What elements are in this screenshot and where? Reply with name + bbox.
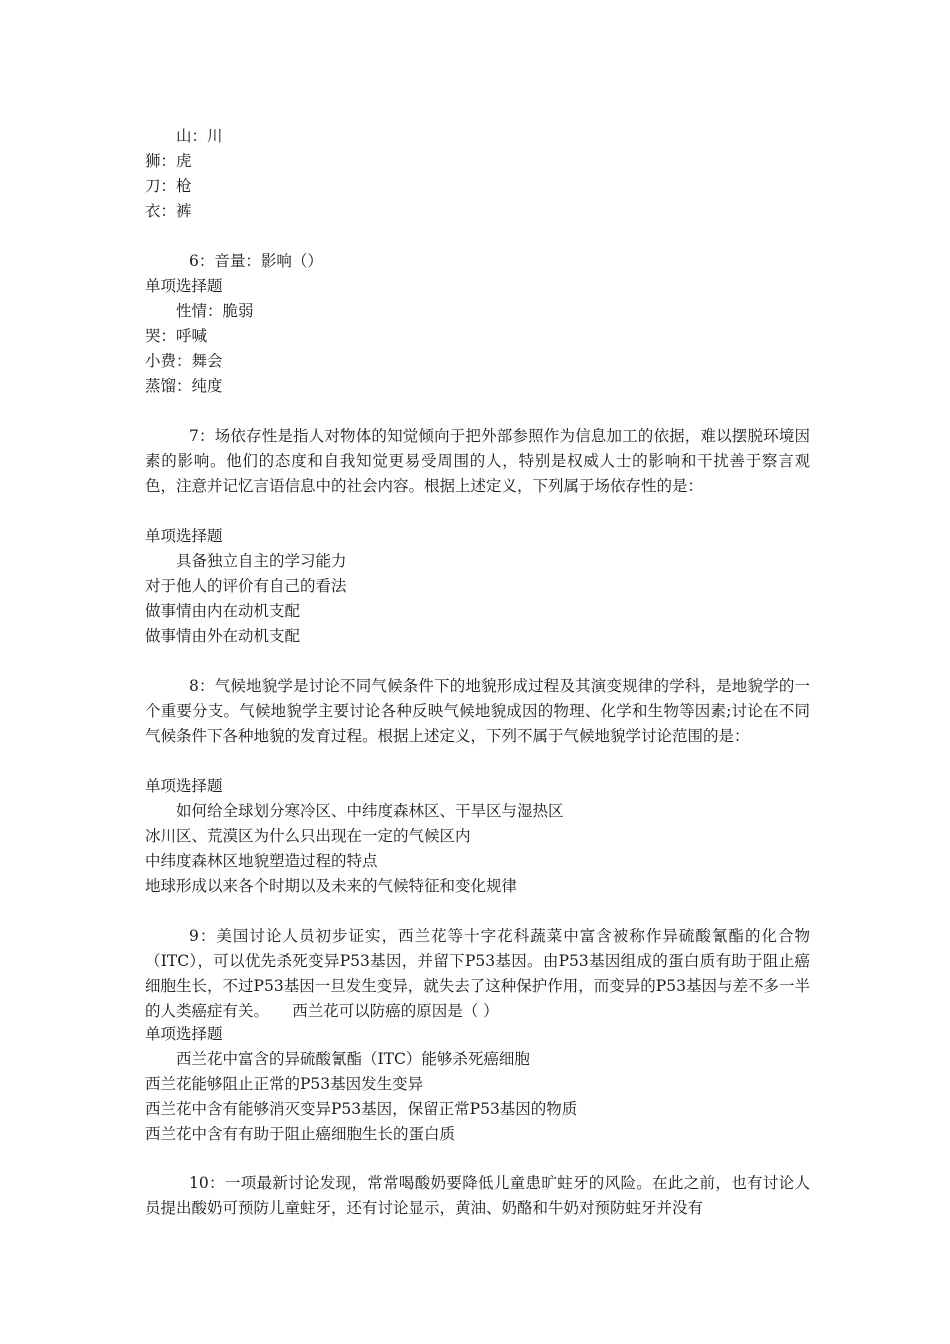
q9-option-c: 西兰花中含有能够消灭变异P53基因，保留正常P53基因的物质 xyxy=(145,1100,578,1118)
q5-option-a: 山：川 xyxy=(176,127,223,145)
q7-option-a: 具备独立自主的学习能力 xyxy=(176,552,347,570)
q8-option-a: 如何给全球划分寒冷区、中纬度森林区、干旱区与湿热区 xyxy=(176,802,564,820)
q9-option-b: 西兰花能够阻止正常的P53基因发生变异 xyxy=(145,1075,424,1093)
q6-option-d: 蒸馏：纯度 xyxy=(145,377,223,395)
q7-option-c: 做事情由内在动机支配 xyxy=(145,602,301,620)
q6-stem: 6：音量：影响（） xyxy=(189,252,323,270)
q5-option-c: 刀：枪 xyxy=(145,177,192,195)
q9-option-a: 西兰花中富含的异硫酸氰酯（ITC）能够杀死癌细胞 xyxy=(176,1050,530,1068)
q7-type: 单项选择题 xyxy=(145,527,223,545)
q7-option-d: 做事情由外在动机支配 xyxy=(145,627,301,645)
q8-option-c: 中纬度森林区地貌塑造过程的特点 xyxy=(145,852,378,870)
q8-option-b: 冰川区、荒漠区为什么只出现在一定的气候区内 xyxy=(145,827,471,845)
q6-type: 单项选择题 xyxy=(145,277,223,295)
q8-type: 单项选择题 xyxy=(145,777,223,795)
q5-option-d: 衣：裤 xyxy=(145,202,192,220)
q8-stem: 8：气候地貌学是讨论不同气候条件下的地貌形成过程及其演变规律的学科，是地貌学的一个重要分支。气候地貌学主要讨论各种反映气候地貌成因的物理、化学和生物等因素;讨论在不同气候条件下各种地貌的发育过程。根据上述定义，下列不属于气候地貌学讨论范围的是： xyxy=(145,677,810,745)
q8-option-d: 地球形成以来各个时期以及未来的气候特征和变化规律 xyxy=(145,877,518,895)
q7-option-b: 对于他人的评价有自己的看法 xyxy=(145,577,347,595)
q5-option-b: 狮：虎 xyxy=(145,152,192,170)
q9-stem: 9：美国讨论人员初步证实，西兰花等十字花科蔬菜中富含被称作异硫酸氰酯的化合物（ITC），可以优先杀死变异P53基因，并留下P53基因。由P53基因组成的蛋白质有助于阻止癌细胞生长，不过P53基因一旦发生变异，就失去了这种保护作用，而变异的P53基因与差不多一半的人类癌症有关。 西兰花可以防癌的原因是（ ） xyxy=(145,927,810,1020)
q6-option-b: 哭：呼喊 xyxy=(145,327,208,345)
q7-stem: 7：场依存性是指人对物体的知觉倾向于把外部参照作为信息加工的依据，难以摆脱环境因素的影响。他们的态度和自我知觉更易受周围的人，特别是权威人士的影响和干扰善于察言观色，注意并记忆言语信息中的社会内容。根据上述定义，下列属于场依存性的是： xyxy=(145,427,810,495)
q9-type: 单项选择题 xyxy=(145,1025,223,1043)
q9-option-d: 西兰花中含有有助于阻止癌细胞生长的蛋白质 xyxy=(145,1125,456,1143)
q10-stem: 10：一项最新讨论发现，常常喝酸奶要降低儿童患旷蛀牙的风险。在此之前，也有讨论人员提出酸奶可预防儿童蛀牙，还有讨论显示，黄油、奶酪和牛奶对预防蛀牙并没有 xyxy=(145,1174,810,1217)
q6-option-c: 小费：舞会 xyxy=(145,352,223,370)
q6-option-a: 性情：脆弱 xyxy=(176,302,254,320)
